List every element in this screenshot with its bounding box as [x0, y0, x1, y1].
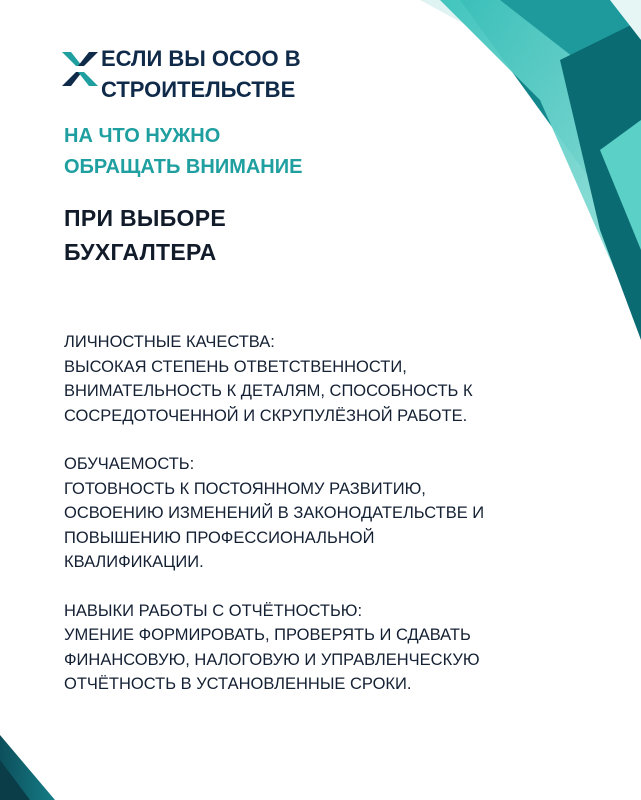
section-line: ФИНАНСОВУЮ, НАЛОГОВУЮ И УПРАВЛЕНЧЕСКУЮ [64, 650, 480, 669]
section-title: НАВЫКИ РАБОТЫ С ОТЧЁТНОСТЬЮ: [64, 601, 363, 620]
section-learnability [64, 452, 584, 575]
bottom-left-shapes [0, 735, 55, 800]
subtitle-line-1: НА ЧТО НУЖНО [64, 125, 221, 147]
page-title [101, 43, 351, 105]
section-line: УМЕНИЕ ФОРМИРОВАТЬ, ПРОВЕРЯТЬ И СДАВАТЬ [64, 626, 471, 644]
section-line: ПОВЫШЕНИЮ ПРОФЕССИОНАЛЬНОЙ [64, 528, 375, 547]
section-personal-qualities [64, 330, 584, 428]
section-title: ЛИЧНОСТНЫЕ КАЧЕСТВА: [64, 333, 275, 351]
heading-line-2: БУХГАЛТЕРА [64, 239, 217, 265]
section-line: ВЫСОКАЯ СТЕПЕНЬ ОТВЕТСТВЕННОСТИ, [64, 357, 407, 376]
x-logo-icon [62, 52, 98, 86]
subtitle-line-2: ОБРАЩАТЬ ВНИМАНИЕ [64, 156, 303, 178]
section-line: КВАЛИФИКАЦИИ. [64, 553, 204, 571]
section-line: ОТЧЁТНОСТЬ В УСТАНОВЛЕННЫЕ СРОКИ. [64, 675, 412, 693]
section-line: ВНИМАТЕЛЬНОСТЬ К ДЕТАЛЯМ, СПОСОБНОСТЬ К [64, 382, 473, 400]
content [64, 330, 584, 721]
section-line: ГОТОВНОСТЬ К ПОСТОЯННОМУ РАЗВИТИЮ, [64, 479, 426, 498]
section-title: ОБУЧАЕМОСТЬ: [64, 455, 195, 473]
title-line-2: СТРОИТЕЛЬСТВЕ [101, 77, 296, 102]
subtitle [64, 121, 364, 183]
section-reporting-skills [64, 599, 584, 697]
title-line-1: ЕСЛИ ВЫ ОСОО В [101, 46, 301, 71]
heading [64, 201, 364, 269]
heading-line-1: ПРИ ВЫБОРЕ [64, 205, 227, 231]
section-line: ОСВОЕНИЮ ИЗМЕНЕНИЙ В ЗАКОНОДАТЕЛЬСТВЕ И [64, 504, 485, 522]
section-line: СОСРЕДОТОЧЕННОЙ И СКРУПУЛЁЗНОЙ РАБОТЕ. [64, 406, 468, 425]
